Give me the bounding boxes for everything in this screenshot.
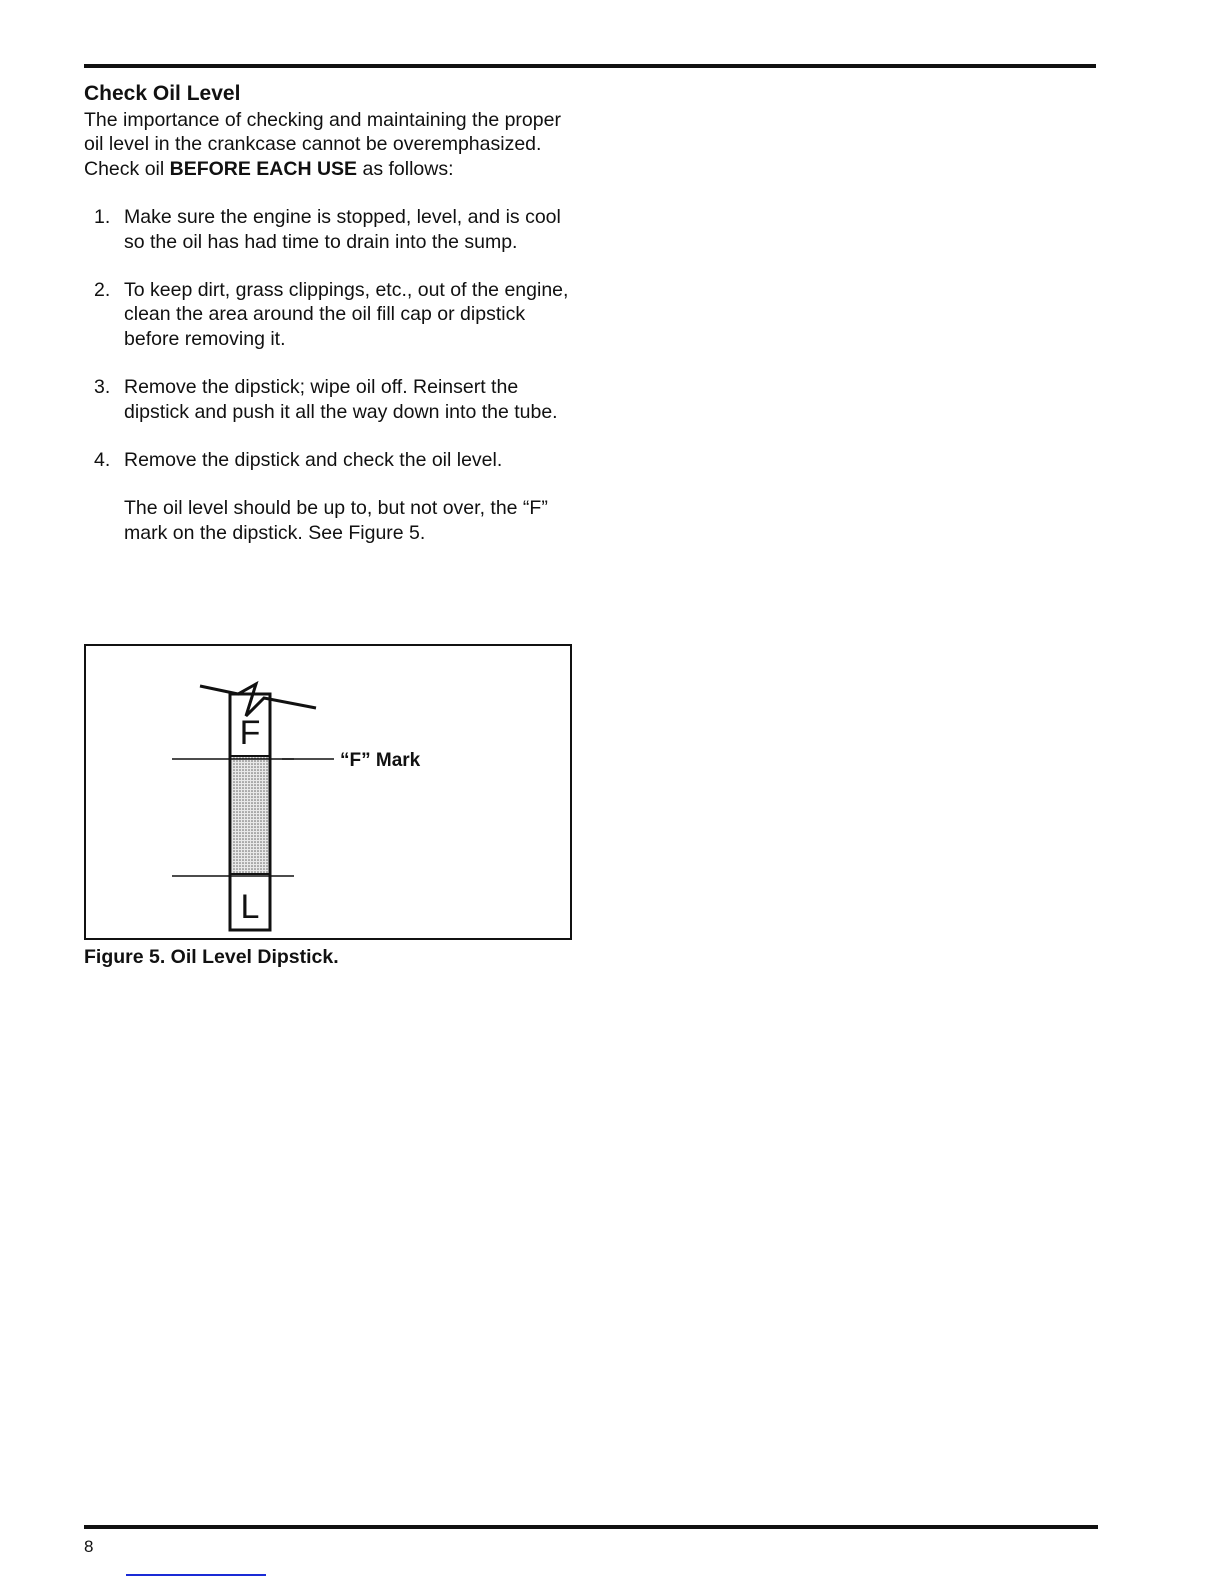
page-number: 8 xyxy=(84,1537,94,1556)
list-item: 1. Make sure the engine is stopped, level, and is cool so the oil has had time to drain into the sump. xyxy=(94,206,561,253)
left-column xyxy=(84,80,574,545)
check-oil-heading: Check Oil Level xyxy=(84,82,241,105)
list-item: 4. Remove the dipstick and check the oil level. xyxy=(94,449,503,472)
dipstick-diagram xyxy=(86,646,570,938)
list-item: 3. Remove the dipstick; wipe oil off. Reinsert the dipstick and push it all the way down into the tube. xyxy=(94,376,558,423)
top-rule xyxy=(84,64,1096,68)
figure-5-dipstick xyxy=(84,644,572,940)
operating-range-shading xyxy=(232,757,268,873)
step4-followup: The oil level should be up to, but not over, the “F” mark on the dipstick. See Figure 5. xyxy=(124,497,548,544)
list-item: 2. To keep dirt, grass clippings, etc., out of the engine, clean the area around the oil fill cap or dipstick before removing it. xyxy=(94,279,569,350)
l-label: L xyxy=(240,888,260,926)
f-mark-label: “F” Mark xyxy=(340,750,421,771)
f-label: F xyxy=(239,714,261,752)
check-oil-intro: The importance of checking and maintaining the proper oil level in the crankcase cannot be overemphasized. Check oil BEFORE EACH USE as follows: xyxy=(84,109,561,180)
bottom-rule xyxy=(84,1525,1098,1529)
blue-underline xyxy=(126,1574,266,1576)
figure-caption: Figure 5. Oil Level Dipstick. xyxy=(84,946,339,968)
